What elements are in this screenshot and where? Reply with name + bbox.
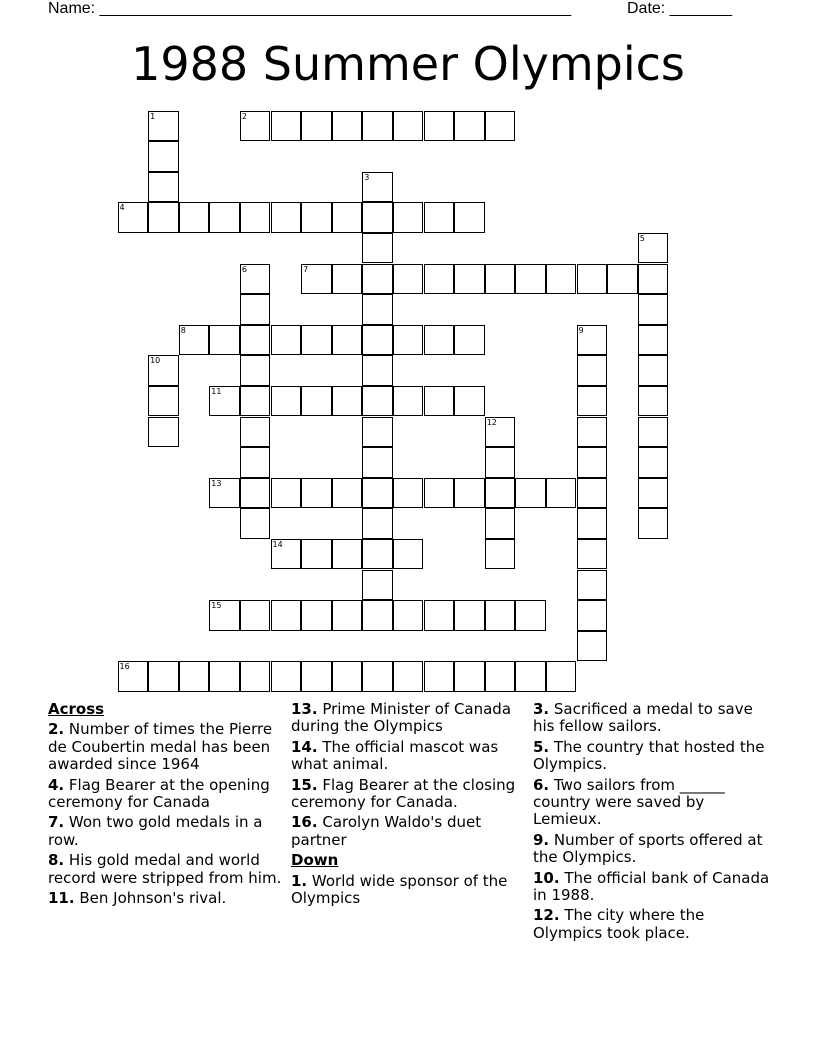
crossword-cell[interactable]	[393, 325, 424, 356]
crossword-cell[interactable]	[240, 417, 271, 448]
crossword-cell[interactable]	[362, 600, 393, 631]
crossword-cell[interactable]	[454, 202, 485, 233]
crossword-cell[interactable]	[485, 417, 516, 448]
crossword-cell[interactable]	[240, 325, 271, 356]
crossword-cell[interactable]	[577, 631, 608, 662]
crossword-cell[interactable]	[301, 325, 332, 356]
crossword-cell[interactable]	[362, 355, 393, 386]
crossword-cell[interactable]	[362, 202, 393, 233]
crossword-cell[interactable]	[209, 600, 240, 631]
crossword-cell[interactable]	[577, 600, 608, 631]
clue-number: 9	[578, 325, 584, 335]
crossword-cell[interactable]	[362, 111, 393, 142]
clue-number: 11	[211, 386, 222, 396]
clue-item: 6. Two sailors from ______ country were saved by Lemieux.	[533, 775, 725, 829]
crossword-cell[interactable]	[148, 202, 179, 233]
clue-item: 2. Number of times the Pierre de Coubertin medal has been awarded since 1964	[48, 720, 273, 774]
crossword-cell[interactable]	[332, 600, 363, 631]
crossword-cell[interactable]	[240, 202, 271, 233]
clue-number: 6	[241, 264, 247, 274]
crossword-cell[interactable]	[638, 325, 669, 356]
clue-item-number: 4.	[48, 775, 65, 794]
crossword-cell[interactable]	[485, 508, 516, 539]
crossword-cell[interactable]	[362, 508, 393, 539]
crossword-cell[interactable]	[515, 600, 546, 631]
crossword-cell[interactable]	[240, 661, 271, 692]
crossword-cell[interactable]	[485, 478, 516, 509]
crossword-cell[interactable]	[577, 355, 608, 386]
crossword-cell[interactable]	[454, 478, 485, 509]
crossword-cell[interactable]	[393, 111, 424, 142]
crossword-cell[interactable]	[332, 202, 363, 233]
crossword-cell[interactable]	[577, 447, 608, 478]
crossword-cell[interactable]	[485, 600, 516, 631]
crossword-cell[interactable]	[638, 264, 669, 295]
crossword-cell[interactable]	[301, 386, 332, 417]
crossword-cell[interactable]	[209, 478, 240, 509]
crossword-cell[interactable]	[393, 202, 424, 233]
crossword-cell[interactable]	[271, 539, 302, 570]
crossword-cell[interactable]	[638, 447, 669, 478]
crossword-cell[interactable]	[424, 600, 455, 631]
crossword-cell[interactable]	[179, 325, 210, 356]
clue-column-2	[291, 701, 531, 910]
crossword-cell[interactable]	[546, 264, 577, 295]
date-field[interactable]: Date: _______	[627, 0, 732, 17]
crossword-cell[interactable]	[638, 478, 669, 509]
crossword-cell[interactable]	[546, 478, 577, 509]
crossword-cell[interactable]	[209, 386, 240, 417]
crossword-cell[interactable]	[515, 661, 546, 692]
crossword-cell[interactable]	[301, 202, 332, 233]
clue-item: 14. The official mascot was what animal.	[291, 737, 499, 774]
crossword-cell[interactable]	[118, 661, 149, 692]
crossword-cell[interactable]	[454, 264, 485, 295]
clue-item: 3. Sacrificed a medal to save his fellow sailors.	[533, 700, 753, 736]
clue-item-number: 14.	[291, 737, 318, 756]
crossword-cell[interactable]	[362, 325, 393, 356]
clue-item: 9. Number of sports offered at the Olympics.	[533, 830, 763, 867]
crossword-cell[interactable]	[332, 325, 363, 356]
clue-number: 4	[119, 203, 125, 213]
crossword-cell[interactable]	[607, 264, 638, 295]
crossword-cell[interactable]	[332, 386, 363, 417]
crossword-cell[interactable]	[577, 386, 608, 417]
crossword-cell[interactable]	[179, 661, 210, 692]
crossword-cell[interactable]	[271, 325, 302, 356]
crossword-cell[interactable]	[485, 661, 516, 692]
clue-item: 4. Flag Bearer at the opening ceremony for Canada	[48, 775, 270, 812]
clue-item: 8. His gold medal and world record were stripped from him.	[48, 851, 282, 887]
crossword-cell[interactable]	[301, 111, 332, 142]
crossword-cell[interactable]	[332, 478, 363, 509]
crossword-cell[interactable]	[240, 386, 271, 417]
clue-item-number: 15.	[291, 775, 318, 794]
crossword-cell[interactable]	[240, 111, 271, 142]
crossword-cell[interactable]	[424, 478, 455, 509]
clue-item-number: 11.	[48, 889, 75, 908]
clue-number: 2	[241, 111, 247, 121]
crossword-cell[interactable]	[148, 355, 179, 386]
crossword-cell[interactable]	[577, 264, 608, 295]
clue-number: 16	[119, 662, 130, 672]
crossword-cell[interactable]	[638, 294, 669, 325]
crossword-cell[interactable]	[485, 539, 516, 570]
crossword-cell[interactable]	[332, 264, 363, 295]
crossword-cell[interactable]	[362, 661, 393, 692]
clue-item-number: 16.	[291, 813, 318, 832]
clue-number: 13	[211, 478, 222, 488]
crossword-cell[interactable]	[638, 386, 669, 417]
crossword-cell[interactable]	[148, 172, 179, 203]
name-field[interactable]: Name: _____________________________________________________	[48, 0, 572, 17]
crossword-cell[interactable]	[362, 539, 393, 570]
crossword-cell[interactable]	[209, 661, 240, 692]
clue-item-number: 9.	[533, 830, 550, 849]
crossword-cell[interactable]	[362, 264, 393, 295]
clue-item: 15. Flag Bearer at the closing ceremony for Canada.	[291, 775, 516, 812]
clue-item-number: 8.	[48, 851, 65, 870]
crossword-cell[interactable]	[577, 417, 608, 448]
crossword-cell[interactable]	[424, 325, 455, 356]
clue-column-1	[48, 701, 288, 910]
section-heading: Down	[291, 851, 339, 870]
clue-item: 10. The official bank of Canada in 1988.	[533, 868, 770, 905]
crossword-cell[interactable]	[301, 661, 332, 692]
crossword-cell[interactable]	[148, 141, 179, 172]
crossword-cell[interactable]	[393, 539, 424, 570]
crossword-cell[interactable]	[362, 386, 393, 417]
crossword-cell[interactable]	[362, 478, 393, 509]
crossword-cell[interactable]	[301, 539, 332, 570]
crossword-cell[interactable]	[485, 447, 516, 478]
clue-number: 15	[211, 601, 222, 611]
crossword-cell[interactable]	[638, 508, 669, 539]
crossword-cell[interactable]	[240, 600, 271, 631]
crossword-cell[interactable]	[332, 111, 363, 142]
crossword-cell[interactable]	[638, 417, 669, 448]
crossword-cell[interactable]	[209, 202, 240, 233]
crossword-cell[interactable]	[362, 417, 393, 448]
clue-item: 1. World wide sponsor of the Olympics	[291, 871, 508, 908]
crossword-cell[interactable]	[424, 386, 455, 417]
crossword-cell[interactable]	[240, 264, 271, 295]
clue-number: 14	[272, 539, 283, 549]
crossword-cell[interactable]	[362, 294, 393, 325]
crossword-cell[interactable]	[577, 539, 608, 570]
crossword-cell[interactable]	[332, 661, 363, 692]
crossword-cell[interactable]	[393, 478, 424, 509]
crossword-cell[interactable]	[454, 386, 485, 417]
crossword-cell[interactable]	[271, 661, 302, 692]
crossword-cell[interactable]	[301, 600, 332, 631]
clue-item-number: 5.	[533, 737, 550, 756]
crossword-cell[interactable]	[148, 417, 179, 448]
crossword-cell[interactable]	[362, 570, 393, 601]
clue-item: 16. Carolyn Waldo's duet partner	[291, 813, 482, 849]
crossword-cell[interactable]	[515, 264, 546, 295]
crossword-cell[interactable]	[577, 508, 608, 539]
crossword-cell[interactable]	[515, 478, 546, 509]
clue-item: 13. Prime Minister of Canada during the Olympics	[291, 700, 512, 736]
crossword-cell[interactable]	[454, 600, 485, 631]
crossword-cell[interactable]	[301, 478, 332, 509]
crossword-cell[interactable]	[271, 386, 302, 417]
clue-item-number: 12.	[533, 906, 560, 925]
crossword-cell[interactable]	[424, 202, 455, 233]
clue-item: 12. The city where the Olympics took place.	[533, 906, 705, 942]
crossword-cell[interactable]	[546, 661, 577, 692]
crossword-cell[interactable]	[118, 202, 149, 233]
crossword-cell[interactable]	[240, 447, 271, 478]
crossword-cell[interactable]	[577, 570, 608, 601]
clue-item: 5. The country that hosted the Olympics.	[533, 737, 765, 774]
crossword-cell[interactable]	[301, 264, 332, 295]
crossword-cell[interactable]	[179, 202, 210, 233]
crossword-cell[interactable]	[424, 264, 455, 295]
crossword-cell[interactable]	[271, 600, 302, 631]
clue-number: 1	[150, 111, 156, 121]
clue-item-number: 2.	[48, 720, 65, 739]
clue-item-number: 10.	[533, 868, 560, 887]
crossword-cell[interactable]	[148, 111, 179, 142]
clue-item-number: 7.	[48, 813, 65, 832]
crossword-cell[interactable]	[362, 447, 393, 478]
crossword-cell[interactable]	[454, 111, 485, 142]
crossword-cell[interactable]	[485, 111, 516, 142]
crossword-cell[interactable]	[638, 233, 669, 264]
crossword-cell[interactable]	[638, 355, 669, 386]
crossword-cell[interactable]	[393, 600, 424, 631]
clue-number: 7	[303, 264, 309, 274]
crossword-cell[interactable]	[454, 325, 485, 356]
crossword-cell[interactable]	[362, 233, 393, 264]
crossword-cell[interactable]	[148, 386, 179, 417]
crossword-cell[interactable]	[240, 478, 271, 509]
crossword-cell[interactable]	[454, 661, 485, 692]
crossword-cell[interactable]	[271, 202, 302, 233]
clue-item-number: 3.	[533, 700, 550, 718]
crossword-cell[interactable]	[240, 508, 271, 539]
clue-number: 5	[639, 233, 645, 243]
clue-number: 8	[180, 325, 186, 335]
crossword-cell[interactable]	[577, 325, 608, 356]
clue-item-number: 13.	[291, 700, 318, 718]
crossword-cell[interactable]	[393, 386, 424, 417]
crossword-cell[interactable]	[240, 355, 271, 386]
clue-column-3	[533, 701, 773, 945]
crossword-cell[interactable]	[271, 478, 302, 509]
crossword-cell[interactable]	[577, 478, 608, 509]
section-heading: Across	[48, 700, 105, 718]
crossword-cell[interactable]	[393, 661, 424, 692]
crossword-cell[interactable]	[209, 325, 240, 356]
crossword-cell[interactable]	[424, 661, 455, 692]
clue-item: 11. Ben Johnson's rival.	[48, 889, 227, 908]
crossword-cell[interactable]	[362, 172, 393, 203]
crossword-cell[interactable]	[148, 661, 179, 692]
crossword-cell[interactable]	[424, 111, 455, 142]
clue-number: 12	[486, 417, 497, 427]
clue-number: 3	[364, 172, 370, 182]
crossword-cell[interactable]	[332, 539, 363, 570]
page-title: 1988 Summer Olympics	[131, 37, 685, 91]
crossword-cell[interactable]	[271, 111, 302, 142]
crossword-cell[interactable]	[240, 294, 271, 325]
crossword-cell[interactable]	[485, 264, 516, 295]
clue-number: 10	[150, 356, 161, 366]
clue-item-number: 1.	[291, 871, 308, 890]
crossword-cell[interactable]	[393, 264, 424, 295]
clue-item-number: 6.	[533, 775, 550, 794]
clue-item: 7. Won two gold medals in a row.	[48, 813, 263, 849]
